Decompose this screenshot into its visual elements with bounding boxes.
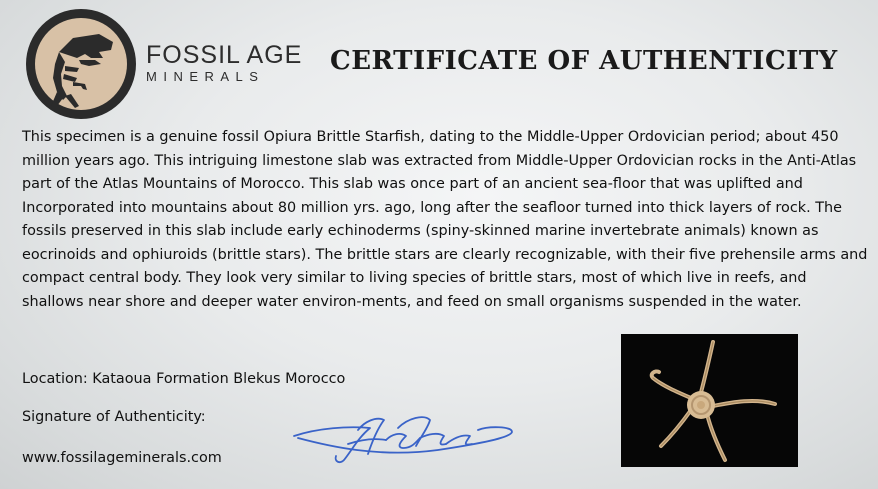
logo-wordmark [146, 42, 302, 85]
starfish-photo [621, 334, 798, 467]
brittle-starfish-image [621, 334, 798, 467]
logo-name-line1: FOSSIL AGE [146, 41, 303, 69]
handwritten-signature [288, 398, 520, 470]
t-rex-skeleton-icon [29, 12, 133, 116]
logo-name-line2: MINERALS [146, 69, 265, 84]
signature-label: Signature of Authenticity: [22, 409, 206, 425]
fossil-age-logo [26, 9, 136, 119]
location-line: Location: Kataoua Formation Blekus Morocco [22, 371, 346, 387]
specimen-description: This specimen is a genuine fossil Opiura Brittle Starfish, dating to the Middle-Upper Ordovician period; about 450 million years ago. This intriguing limestone slab was extracted from Middle-Upper Ordovician rocks in the Anti-Atlas part of the Atlas Mountains of Morocco. This slab was once part of an ancient sea-floor that was uplifted and Incorporated into mountains about 80 million yrs. ago, long after the seafloor turned into thick layers of rock. The fossils preserved in this slab include early echinoderms (spiny-skinned marine invertebrate animals) known as eocrinoids and ophiuroids (brittle stars). The brittle stars are clearly recognizable, with their five prehensile arms and compact central body. They look very similar to living species of brittle stars, most of which live in reefs, and shallows near shore and deeper water environ-ments, and feed on small organisms suspended in the water. [22, 129, 868, 310]
website-link[interactable]: www.fossilageminerals.com [22, 450, 222, 466]
certificate-title: CERTIFICATE OF AUTHENTICITY [330, 46, 838, 76]
